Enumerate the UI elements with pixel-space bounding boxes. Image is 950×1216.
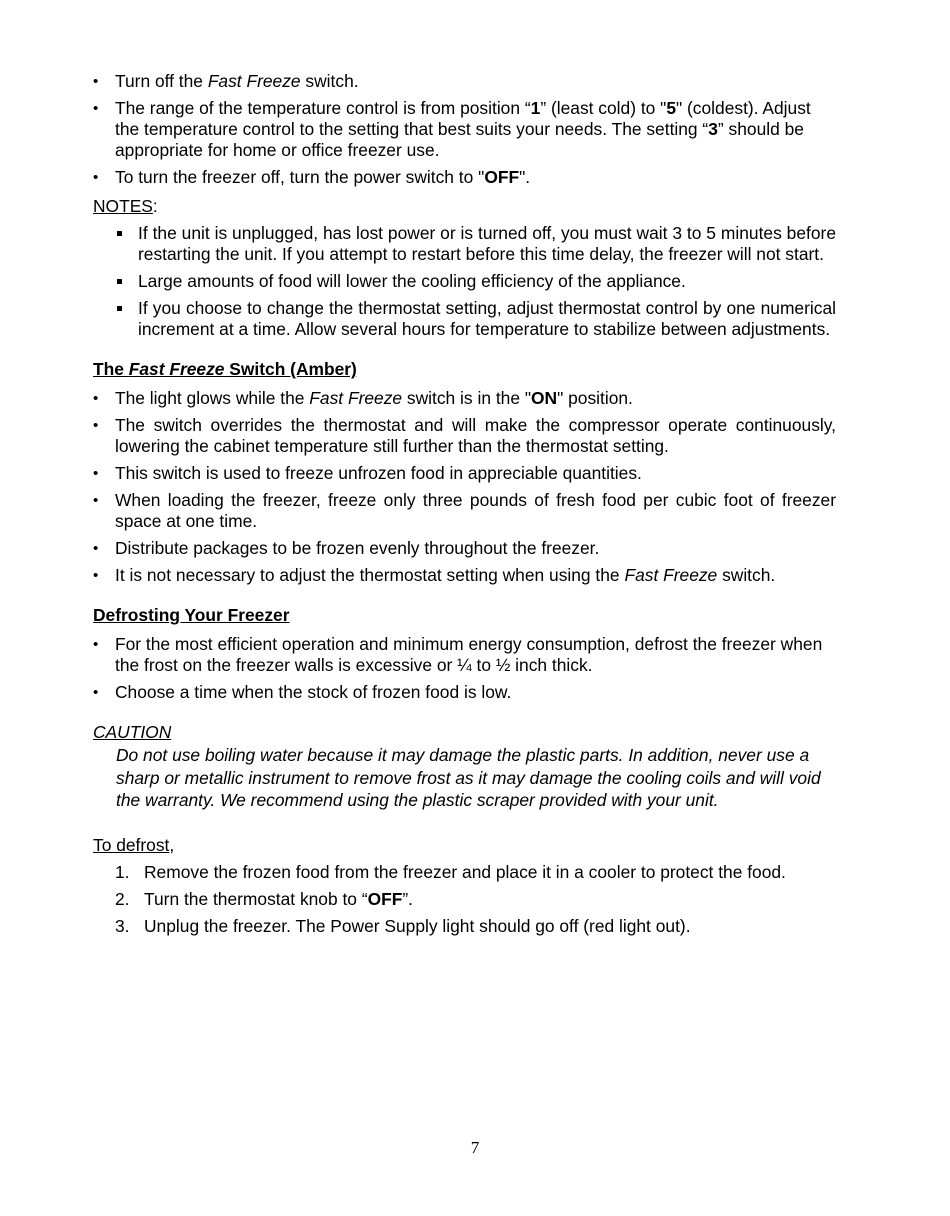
step-number: 3. xyxy=(115,915,130,936)
text: : xyxy=(152,196,158,216)
text: switch is in the " xyxy=(402,388,531,408)
defrosting-bullets xyxy=(93,634,836,703)
text: The range of the temperature control is from position “ xyxy=(115,98,531,118)
text: The light glows while the xyxy=(115,388,310,408)
notes-heading xyxy=(93,196,836,217)
list-item: Large amounts of food will lower the cooling efficiency of the appliance. xyxy=(115,271,836,292)
to-defrost-label: To defrost xyxy=(93,834,170,855)
off-label: OFF xyxy=(367,888,403,909)
position-value: 1 xyxy=(530,98,541,118)
text: Remove the frozen food from the freezer and place it in a cooler to protect the food. xyxy=(144,861,786,882)
defrost-steps xyxy=(115,862,836,937)
caution-heading: CAUTION xyxy=(93,722,172,742)
list-item: If you choose to change the thermostat setting, adjust thermostat control by one numerical increment at a time. Allow several hours for temperature to stabilize between adjustments. xyxy=(115,298,836,340)
on-label: ON xyxy=(531,388,558,408)
position-value: 5 xyxy=(666,98,677,118)
text: ”. xyxy=(402,888,414,909)
notes-list xyxy=(115,223,836,340)
list-item: • When loading the freezer, freeze only three pounds of fresh food per cubic foot of freezer space at one time. xyxy=(93,490,836,532)
list-item xyxy=(93,167,836,188)
list-item xyxy=(93,565,836,586)
text: ” should be appropriate for home or office freezer use. xyxy=(115,119,804,160)
text: switch. xyxy=(717,565,776,585)
text: ". xyxy=(519,167,531,187)
step-item xyxy=(115,889,836,910)
intro-bullets xyxy=(93,71,836,188)
text: " position. xyxy=(557,388,633,408)
text: " (coldest). Adjust the temperature control to the setting that best suits your needs. The setting “ xyxy=(115,98,811,139)
caution-text: Do not use boiling water because it may damage the plastic parts. In addition, never use a sharp or metallic instrument to remove frost as it may damage the cooling coils and will void the warranty. We recommend using the plastic scraper provided with your unit. xyxy=(116,745,821,810)
fast-freeze-term: Fast Freeze xyxy=(128,359,225,379)
fast-freeze-term: Fast Freeze xyxy=(207,71,301,91)
list-item: If the unit is unplugged, has lost power or is turned off, you must wait 3 to 5 minutes before restarting the unit. If you attempt to restart before this time delay, the freezer will not start. xyxy=(115,223,836,265)
step-number: 2. xyxy=(115,888,130,909)
list-item: • For the most efficient operation and minimum energy consumption, defrost the freezer when the frost on the freezer walls is excessive or ¼ to ½ inch thick. xyxy=(93,634,836,676)
text: Turn off the xyxy=(115,71,208,91)
to-defrost-heading xyxy=(93,835,836,856)
fast-freeze-bullets xyxy=(93,388,836,586)
step-item xyxy=(115,862,836,883)
text: , xyxy=(169,834,175,855)
fast-freeze-term: Fast Freeze xyxy=(624,565,718,585)
position-value: 3 xyxy=(708,119,718,139)
list-item: • Distribute packages to be frozen evenly throughout the freezer. xyxy=(93,538,836,559)
page-number: 7 xyxy=(470,1138,480,1157)
text: switch. xyxy=(300,71,359,91)
step-number: 1. xyxy=(115,861,130,882)
text: ” (least cold) to " xyxy=(540,98,667,118)
page-content xyxy=(93,71,836,943)
text: Switch (Amber) xyxy=(224,359,357,379)
list-item: • Choose a time when the stock of frozen food is low. xyxy=(93,682,836,703)
off-label: OFF xyxy=(484,167,520,187)
list-item: • This switch is used to freeze unfrozen food in appreciable quantities. xyxy=(93,463,836,484)
fast-freeze-heading xyxy=(93,359,836,380)
text: Turn the thermostat knob to “ xyxy=(144,888,368,909)
text: Unplug the freezer. The Power Supply light should go off (red light out). xyxy=(144,915,691,936)
fast-freeze-term: Fast Freeze xyxy=(309,388,403,408)
list-item: • The switch overrides the thermostat and will make the compressor operate continuously, lowering the cabinet temperature still further than the thermostat setting. xyxy=(93,415,836,457)
list-item xyxy=(93,388,836,409)
text: It is not necessary to adjust the thermostat setting when using the xyxy=(115,565,625,585)
step-item xyxy=(115,916,836,937)
list-item xyxy=(93,71,836,92)
text: The xyxy=(93,359,129,379)
text: To turn the freezer off, turn the power switch to " xyxy=(115,167,485,187)
list-item xyxy=(93,98,836,161)
notes-label: NOTES xyxy=(93,196,153,216)
defrosting-heading: Defrosting Your Freezer xyxy=(93,605,290,625)
